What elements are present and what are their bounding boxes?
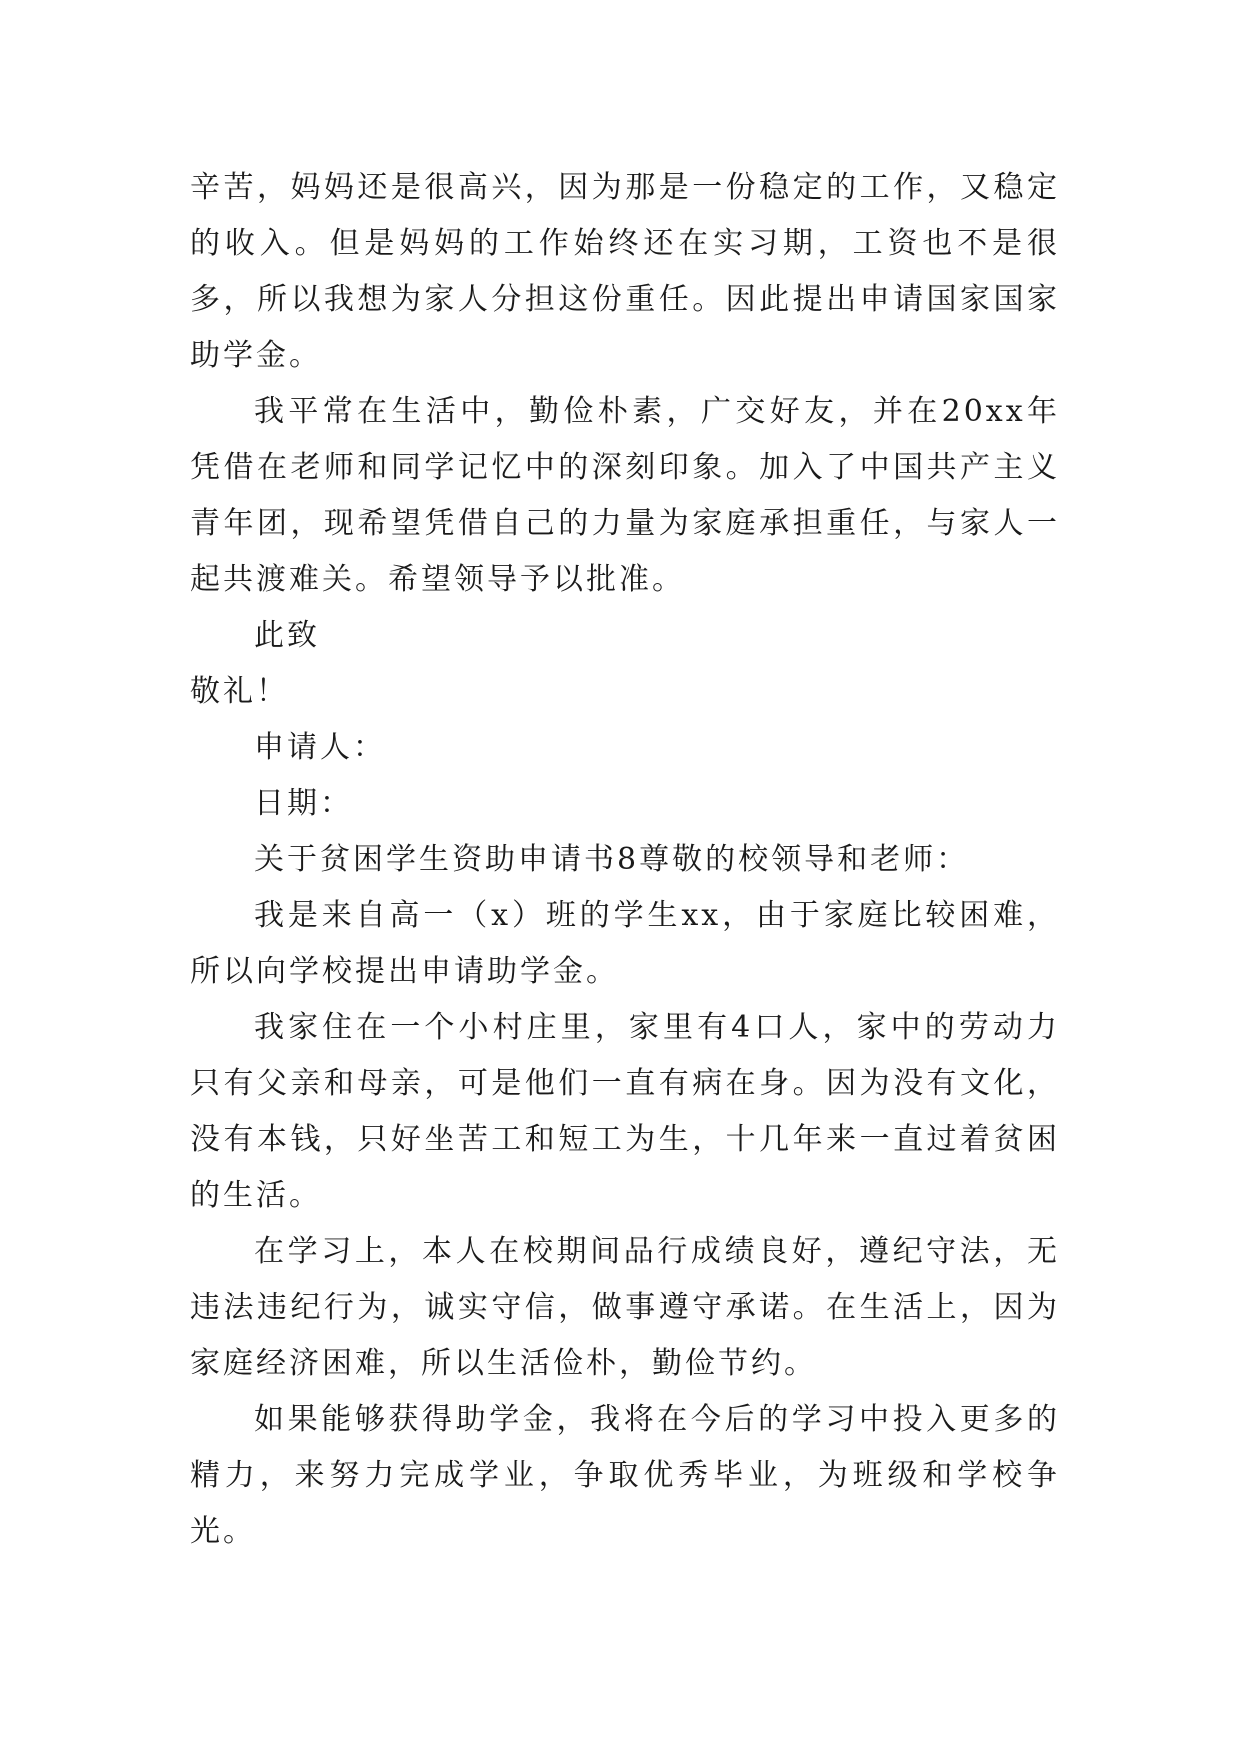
applicant-label: 申请人： [254, 730, 386, 765]
closing-salutation: 此致 [254, 618, 320, 653]
section-title-greeting: 关于贫困学生资助申请书8尊敬的校领导和老师： [254, 842, 970, 877]
document-body [190, 160, 1060, 1560]
paragraph-continued-income: 辛苦，妈妈还是很高兴，因为那是一份稳定的工作，又稳定的收入。但是妈妈的工作始终还在实习期，工资也不是很多，所以我想为家人分担这份重任。因此提出申请国家国家助学金。 [190, 170, 1060, 373]
paragraph-personal-life: 我平常在生活中，勤俭朴素，广交好友，并在20xx年凭借在老师和同学记忆中的深刻印象。加入了中国共产主义青年团，现希望凭借自己的力量为家庭承担重任，与家人一起共渡难关。希望领导予以批准。 [190, 394, 1060, 597]
paragraph-introduction: 我是来自高一（x）班的学生xx，由于家庭比较困难，所以向学校提出申请助学金。 [190, 898, 1060, 989]
paragraph-family: 我家住在一个小村庄里，家里有4口人，家中的劳动力只有父亲和母亲，可是他们一直有病在身。因为没有文化，没有本钱，只好坐苦工和短工为生，十几年来一直过着贫困的生活。 [190, 1010, 1060, 1213]
closing-regards: 敬礼！ [190, 674, 289, 709]
date-label: 日期： [254, 786, 353, 821]
paragraph-study: 在学习上，本人在校期间品行成绩良好，遵纪守法，无违法违纪行为，诚实守信，做事遵守承诺。在生活上，因为家庭经济困难，所以生活俭朴，勤俭节约。 [190, 1234, 1060, 1381]
paragraph-commitment: 如果能够获得助学金，我将在今后的学习中投入更多的精力，来努力完成学业，争取优秀毕业，为班级和学校争光。 [190, 1402, 1060, 1549]
